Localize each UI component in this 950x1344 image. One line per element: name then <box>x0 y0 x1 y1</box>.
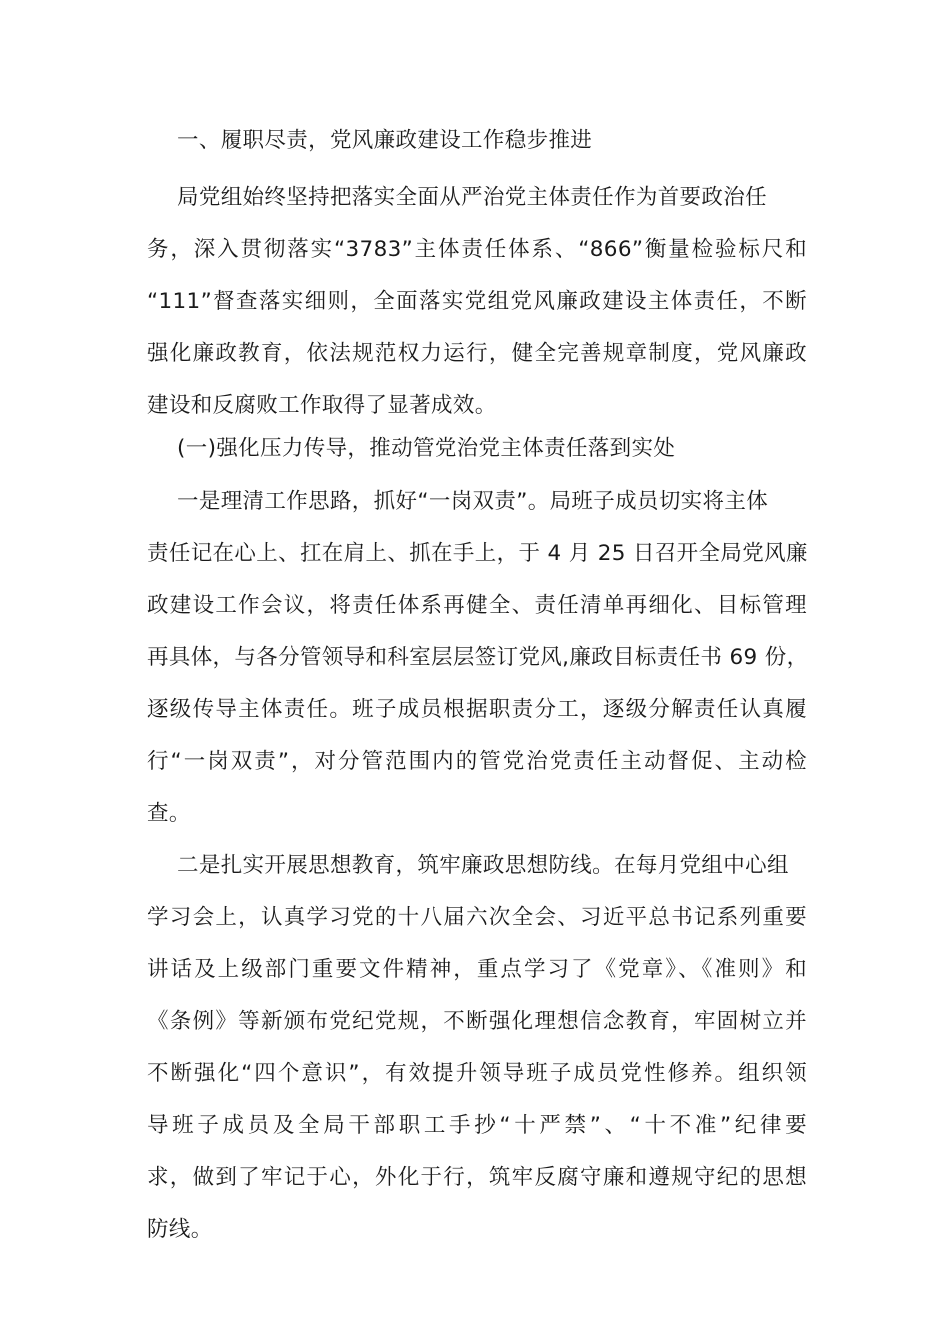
paragraph-line: 求，做到了牢记于心，外化于行，筑牢反腐守廉和遵规守纪的思想 <box>147 1165 807 1190</box>
paragraph-line: 讲话及上级部门重要文件精神，重点学习了《党章》、《准则》和 <box>147 957 807 982</box>
section-heading: 一、履职尽责，党风廉政建设工作稳步推进 <box>177 128 593 153</box>
paragraph-line: 查。 <box>147 801 191 826</box>
paragraph-line: 再具体，与各分管领导和科室层层签订党风,廉政目标责任书 69 份， <box>147 645 809 670</box>
paragraph-line: 逐级传导主体责任。班子成员根据职责分工，逐级分解责任认真履 <box>147 697 807 722</box>
paragraph-line: 防线。 <box>147 1217 213 1242</box>
paragraph-line: 一是理清工作思路，抓好“一岗双责”。局班子成员切实将主体 <box>177 489 769 514</box>
paragraph-line: 二是扎实开展思想教育，筑牢廉政思想防线。在每月党组中心组 <box>177 853 789 878</box>
paragraph-line: 建设和反腐败工作取得了显著成效。 <box>147 393 497 418</box>
subsection-heading: (一)强化压力传导，推动管党治党主体责任落到实处 <box>177 436 676 461</box>
paragraph-line: 不断强化“四个意识”，有效提升领导班子成员党性修养。组织领 <box>147 1061 807 1086</box>
paragraph-line: 责任记在心上、扛在肩上、抓在手上，于 4 月 25 日召开全局党风廉 <box>147 541 808 566</box>
paragraph-line: 《条例》等新颁布党纪党规，不断强化理想信念教育，牢固树立并 <box>147 1009 807 1034</box>
paragraph-line: 行“一岗双责”，对分管范围内的管党治党责任主动督促、主动检 <box>147 749 807 774</box>
paragraph-line: 局党组始终坚持把落实全面从严治党主体责任作为首要政治任 <box>177 185 767 210</box>
paragraph-line: 务，深入贯彻落实“3783”主体责任体系、“866”衡量检验标尺和 <box>147 237 807 262</box>
paragraph-line: 导班子成员及全局干部职工手抄“十严禁”、“十不准”纪律要 <box>147 1113 807 1138</box>
paragraph-line: 强化廉政教育，依法规范权力运行，健全完善规章制度，党风廉政 <box>147 341 807 366</box>
paragraph-line: 政建设工作会议，将责任体系再健全、责任清单再细化、目标管理 <box>147 593 807 618</box>
paragraph-line: “111”督查落实细则，全面落实党组党风廉政建设主体责任，不断 <box>147 289 807 314</box>
paragraph-line: 学习会上，认真学习党的十八届六次全会、习近平总书记系列重要 <box>147 905 807 930</box>
